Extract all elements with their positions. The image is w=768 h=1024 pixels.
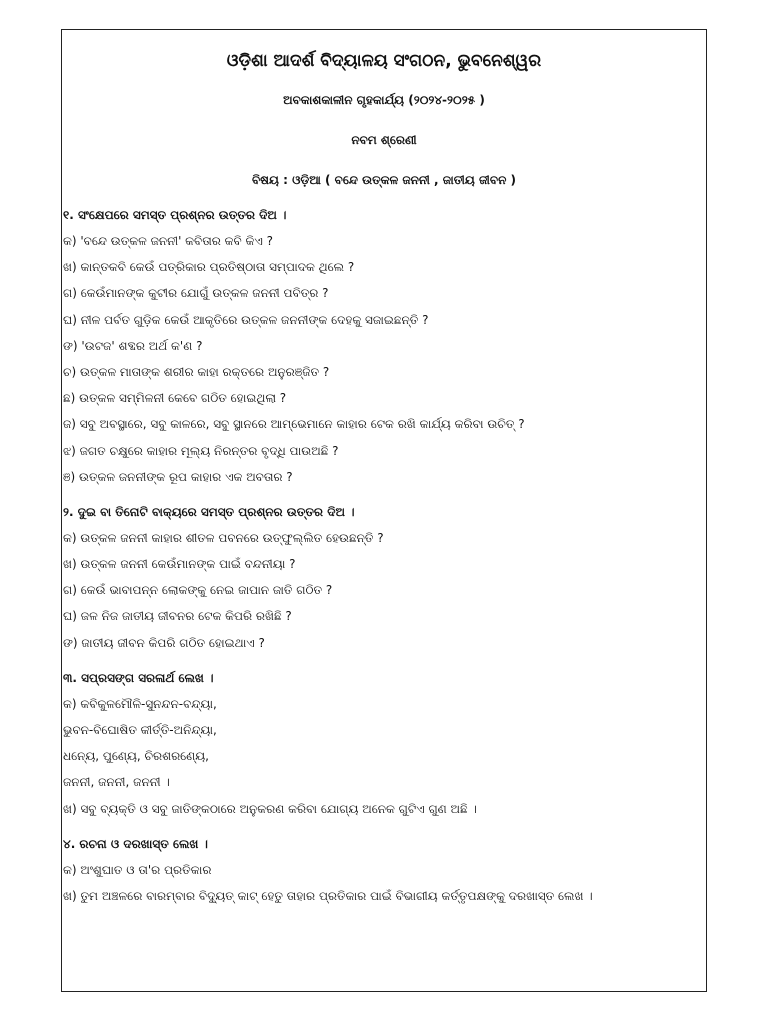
question-item: ଝ) ଜଗତ ଚକ୍ଷୁରେ କାହାର ମୂଲ୍ୟ ନିରନ୍ତର ବୃଦ୍ଧି ପାଉଅଛି ? (63, 443, 339, 458)
question-item: ଖ) କାନ୍ତକବି କେଉଁ ପତ୍ରିକାର ପ୍ରତିଷ୍ଠାତା ସମ୍ପାଦକ ଥିଲେ ? (63, 260, 355, 275)
question-item: ଖ) ସବୁ ବ୍ୟକ୍ତି ଓ ସବୁ ଜାତିଙ୍କଠାରେ ଅନୁକରଣ କରିବା ଯୋଗ୍ୟ ଅନେକ ଗୁଟିଏ ଗୁଣ ଅଛି । (63, 801, 477, 816)
document (62, 30, 706, 918)
question-item: କ) 'ବନ୍ଦେ ଉତ୍କଳ ଜନନୀ' କବିତାର କବି କିଏ ? (63, 234, 274, 248)
poem-line: ଧନ୍ୟେ, ପୁଣ୍ୟେ, ଚିରଶରଣ୍ୟେ, (63, 749, 209, 764)
section-heading: ୪. ରଚନା ଓ ଦରଖାସ୍ତ ଲେଖ । (63, 836, 208, 851)
question-content (62, 202, 706, 909)
question-item: ଘ) ନୀଳ ପର୍ବତ ଗୁଡ଼ିକ କେଉଁ ଆକୃତିରେ ଉତ୍କଳ ଜନନୀଙ୍କ ଦେହକୁ ସଜାଇଛନ୍ତି ? (63, 312, 429, 327)
question-item: ଙ) 'ଉଟଜ' ଶବ୍ଦର ଅର୍ଥ କ'ଣ ? (63, 338, 203, 353)
section-1 (63, 202, 706, 490)
grade-label: ନବମ ଶ୍ରେଣୀ (351, 133, 417, 147)
question-item: କ) ଅଂଶୁଘାତ ଓ ତା'ର ପ୍ରତିକାର (63, 862, 212, 877)
question-item: ଘ) ଜଳ ନିଜ ଜାତୀୟ ଜୀବନର ଟେକ କିପରି ରଖିଛି ? (63, 609, 292, 624)
section-heading: ୩. ସପ୍ରସଙ୍ଗ ସରଳାର୍ଥ ଲେଖ । (63, 670, 214, 685)
section-heading: ୨. ଦୁଇ ବା ତିନୋଟି ବାକ୍ୟରେ ସମସ୍ତ ପ୍ରଶ୍ନର ଉତ୍ତର ଦିଅ । (63, 504, 355, 519)
question-item: ଜ) ସବୁ ଅବସ୍ଥାରେ, ସବୁ କାଳରେ, ସବୁ ସ୍ଥାନରେ ଆମ୍ଭେମାନେ କାହାର ଟେକ ରଖି କାର୍ଯ୍ୟ କରିବା ଉଚିତ୍ ? (63, 417, 525, 432)
document-title: ଓଡ଼ିଶା ଆଦର୍ଶ ବିଦ୍ୟାଳୟ ସଂଗଠନ, ଭୁବନେଶ୍ୱର (226, 51, 542, 71)
question-item: ଖ) ତୁମ ଅଞ୍ଚଳରେ ବାରମ୍ବାର ବିଦ୍ୟୁତ୍ କାଟ୍ ହେତୁ ତାହାର ପ୍ରତିକାର ପାଇଁ ବିଭାଗୀୟ କର୍ତ୍ତୃପକ୍ଷଙ୍କୁ ଦରଖାସ୍ତ ଲେଖ । (63, 888, 593, 903)
question-item: ଖ) ଉତ୍କଳ ଜନନୀ କେଉଁମାନଙ୍କ ପାଇଁ ବନ୍ଦନୀୟା ? (63, 557, 296, 572)
question-item: ଙ) ଜାତୀୟ ଜୀବନ କିପରି ଗଠିତ ହୋଇଥାଏ ? (63, 635, 265, 650)
question-item: ଗ) କେଉଁ ଭାବାପନ୍ନ ଲୋକଙ୍କୁ ନେଇ ଜାପାନ ଜାତି ଗଠିତ ? (63, 583, 333, 598)
question-item: କ) ଉତ୍କଳ ଜନନୀ କାହାର ଶୀତଳ ପବନରେ ଉତ୍ଫୁଲ୍ଲିତ ହେଉଛନ୍ତି ? (63, 530, 384, 545)
subject-label: ବିଷୟ : ଓଡ଼ିଆ ( ବନ୍ଦେ ଉତ୍କଳ ଜନନୀ , ଜାତୀୟ ଜୀବନ ) (251, 173, 517, 187)
question-item: ଚ) ଉତ୍କଳ ମାତାଙ୍କ ଶରୀର କାହା ରକ୍ତରେ ଅନୁରଞ୍ଜିତ ? (63, 364, 330, 379)
section-2 (63, 499, 706, 656)
question-item: କ) କବିକୁଳମୌଳି-ସୁନନ୍ଦନ-ବନ୍ଦ୍ୟା, (63, 696, 217, 711)
section-heading: ୧. ସଂକ୍ଷେପରେ ସମସ୍ତ ପ୍ରଶ୍ନର ଉତ୍ତର ଦିଅ । (63, 208, 287, 222)
question-item: ଗ) କେଉଁମାନଙ୍କ କୁଟୀର ଯୋଗୁଁ ଉତ୍କଳ ଜନନୀ ପବିତ୍ର ? (63, 286, 329, 301)
question-item: ଛ) ଉତ୍କଳ ସମ୍ମିଳନୀ କେବେ ଗଠିତ ହୋଇଥିଲା ? (63, 391, 287, 406)
section-4 (63, 831, 706, 909)
document-subtitle: ଅବକାଶକାଳୀନ ଗୃହକାର୍ଯ୍ୟ (୨୦୨୪-୨୦୨୫ ) (283, 93, 485, 107)
poem-line: ଭୁବନ-ବିଘୋଷିତ କୀର୍ତ୍ତି-ଅନିନ୍ଦ୍ୟା, (63, 723, 217, 737)
question-item: ଞ) ଉତ୍କଳ ଜନନୀଙ୍କ ରୂପ କାହାର ଏକ ଅବତାର ? (63, 469, 293, 484)
poem-line: ଜନନୀ, ଜନନୀ, ଜନନୀ । (63, 775, 170, 790)
section-3 (63, 665, 706, 822)
